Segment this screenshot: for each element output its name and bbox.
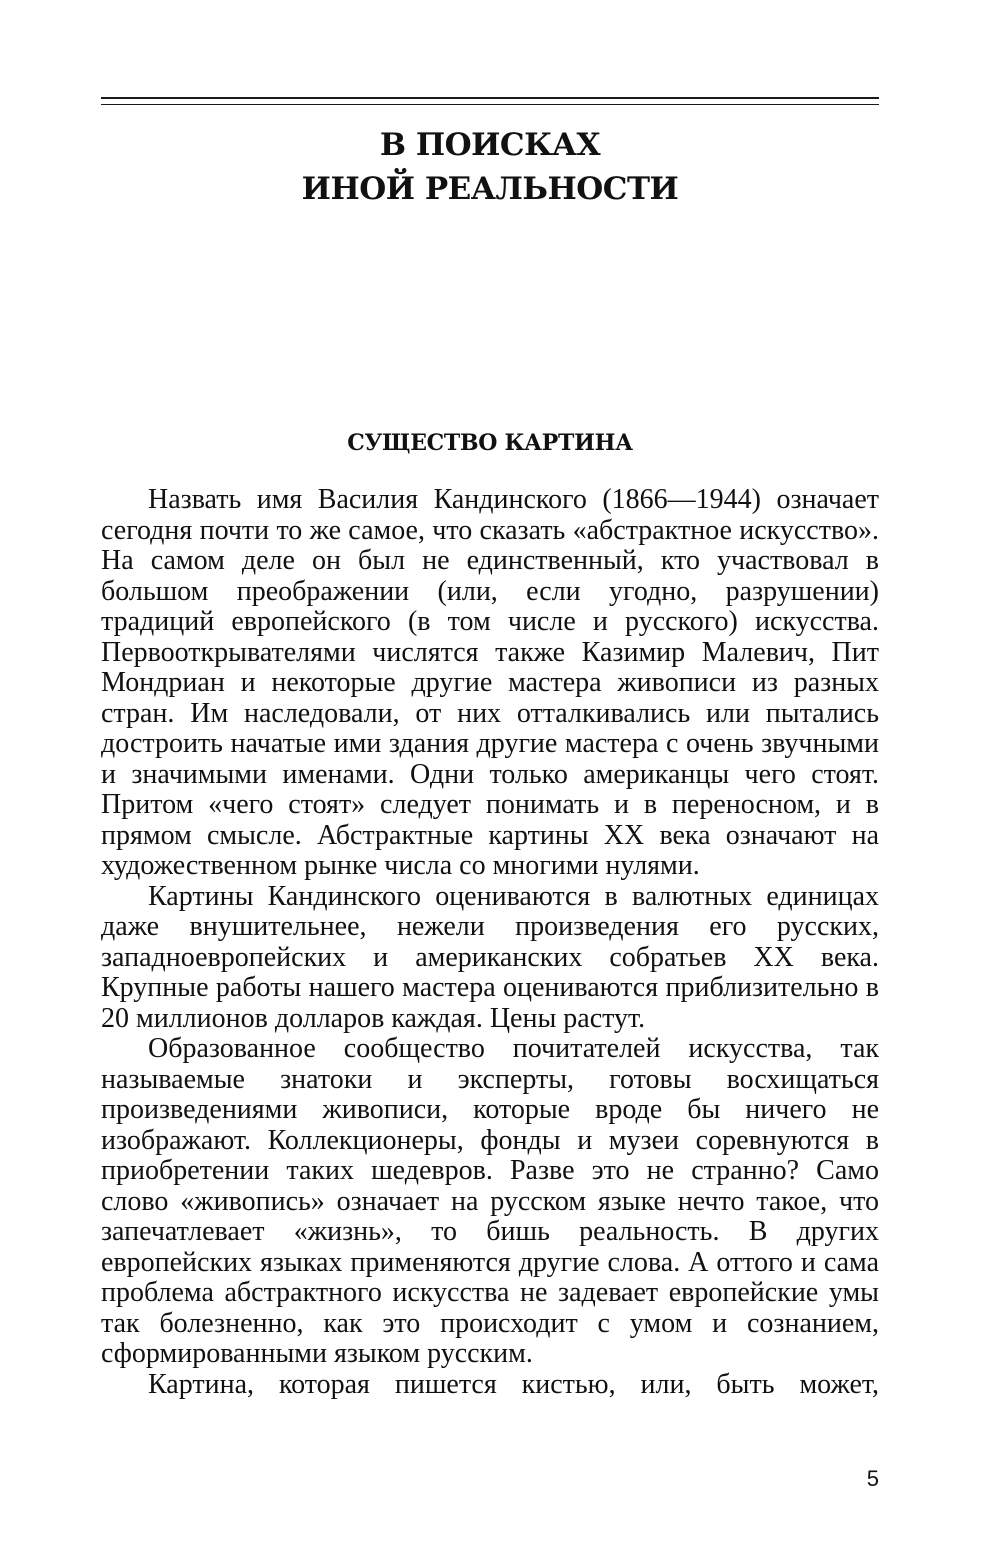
paragraph: Образованное сообщество почитателей искусства, так называемые знатоки и эксперты, готовы восхищаться произведениями живописи, которые вроде бы ничего не изображают. Коллекционеры, фонды и музеи соревнуются в приобретении таких шедевров. Разве это не странно? Само слово «живопись» означает на русском языке нечто такое, что запечатлевает «жизнь», то бишь реальность. В других европейских языках применяются другие слова. А оттого и сама проблема абстрактного искусства не задевает европейские умы так болезненно, как это происходит с умом и сознанием, сформированными языком русским. bbox=[101, 1033, 879, 1369]
paragraph: Картина, которая пишется кистью, или, быть может, bbox=[148, 1368, 879, 1400]
body-text bbox=[101, 485, 879, 1400]
header-rule-thin bbox=[101, 104, 879, 105]
paragraph: Картины Кандинского оцениваются в валютных единицах даже внушительнее, нежели произведения его русских, западноевропейских и американских собратьев XX века. Крупные работы нашего мастера оцениваются приблизительно в 20 миллионов долларов каждая. Цены растут. bbox=[101, 880, 879, 1034]
section-title: СУЩЕСТВО КАРТИНА bbox=[347, 430, 633, 456]
paragraph: Назвать имя Василия Кандинского (1866—1944) означает сегодня почти то же самое, что сказать «абстрактное искусство». На самом деле он был не единственный, кто участвовал в большом преображении (или, если угодно, разрушении) традиций европейского (в том числе и русского) искусства. Первооткрывателями числятся также Казимир Малевич, Пит Мондриан и некоторые другие мастера живописи из разных стран. Им наследовали, от них отталкивались или пытались достроить начатые ими здания другие мастера с очень звучными и значимыми именами. Одни только американцы чего стоят. Притом «чего стоят» следует понимать и в переносном, и в прямом смысле. Абстрактные картины XX века означают на художественном рынке числа со многими нулями. bbox=[101, 484, 879, 881]
page-number: 5 bbox=[866, 1466, 879, 1491]
chapter-title bbox=[101, 123, 879, 211]
chapter-title-line-1: В ПОИСКАХ bbox=[379, 127, 601, 163]
header-rule-thick bbox=[101, 97, 879, 99]
chapter-title-line-2: ИНОЙ РЕАЛЬНОСТИ bbox=[301, 171, 679, 207]
